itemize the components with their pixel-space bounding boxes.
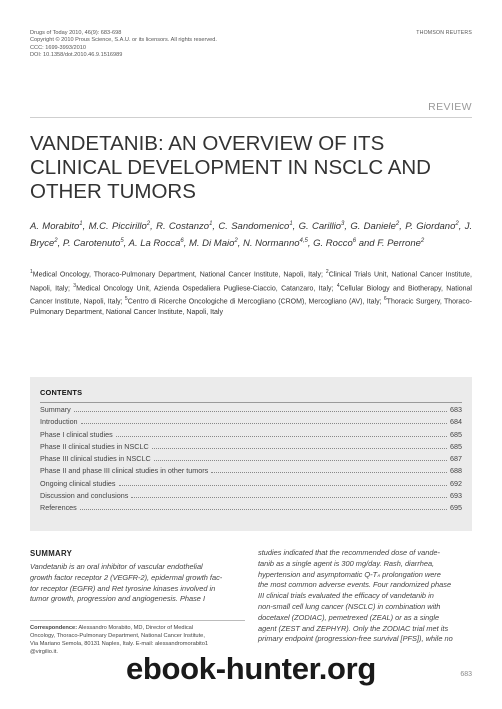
- watermark: ebook-hunter.org: [125, 651, 377, 686]
- affiliation-text: Thoracic Surgery, Thoraco-Pulmonary Department, National Cancer Institute, Napoli, Italy: [30, 298, 472, 316]
- leader-dots: [211, 472, 447, 473]
- leader-dots: [74, 411, 447, 412]
- contents-item[interactable]: [40, 417, 462, 429]
- author-affiliation-number: 6: [180, 238, 184, 245]
- title-line: VANDETANIB: AN OVERVIEW OF ITS: [30, 132, 385, 155]
- contents-heading: CONTENTS: [40, 388, 83, 397]
- summary-line: tanib as a single agent is 300 mg/day. Rash, diarrhea,: [258, 558, 435, 568]
- summary-line: tor receptor (EGFR) and Ret tyrosine kinases involved in: [30, 583, 216, 593]
- leader-dots: [116, 436, 447, 437]
- leader-dots: [80, 509, 447, 510]
- title-line: CLINICAL DEVELOPMENT IN NSCLC AND: [30, 156, 431, 179]
- author-name: C. Sandomenico: [218, 221, 290, 233]
- summary-line: docetaxel (ZODIAC), pemetrexed (ZEAL) or as a single: [258, 612, 440, 622]
- summary-line: growth factor receptor 2 (VEGFR-2), epidermal growth fac-: [30, 572, 223, 582]
- leader-dots: [152, 448, 447, 449]
- author-name: F. Perrone: [377, 238, 421, 250]
- summary-line: III clinical trials evaluated the efficacy of vandetanib in: [258, 591, 434, 601]
- contents-divider: [40, 402, 462, 403]
- contents-item[interactable]: [40, 430, 462, 442]
- affiliation-number: 3: [73, 282, 77, 289]
- doi-line: DOI: 10.1358/dot.2010.46.9.1516989: [30, 52, 123, 59]
- author-list: A. Morabito$^1$, M.C. Piccirillo$^2$, R. Costanzo$^1$, C. Sandomenico$^1$, G. Carillio$^3$, G. Daniele$^2$, P. Giordano$^2$, J. Bryce$^2$, P. Carotenuto$^5$, A. La Rocca$^6$, M. Di Maio$^2$, N. Normanno$^{4,5}$, G. Rocco$^6$ and F. Perrone$^2$: [30, 221, 473, 250]
- summary-continued: [258, 548, 472, 645]
- author-name: G. Daniele: [350, 221, 396, 233]
- contents-item-page: 684: [450, 417, 462, 427]
- contents-item-label: Ongoing clinical studies: [40, 478, 116, 488]
- leader-dots: [154, 460, 447, 461]
- contents-item[interactable]: [40, 442, 462, 454]
- contents-item-page: 685: [450, 429, 462, 439]
- leader-dots: [119, 485, 447, 486]
- affiliation-text: Medical Oncology, Thoraco-Pulmonary Department, National Cancer Institute, Napoli, Italy;: [32, 271, 326, 279]
- author-name: G. Carillio: [298, 221, 342, 233]
- contents-item[interactable]: [40, 405, 462, 417]
- correspondence-line: @virgilio.it.: [30, 649, 58, 655]
- author-name: J. Bryce: [30, 221, 473, 250]
- affiliation-number: 4: [336, 282, 340, 289]
- affiliation-text: Centro di Ricerche Oncologiche di Mercogliano (CROM), Mercogliano (AV), Italy;: [127, 298, 384, 306]
- affiliations: [30, 267, 472, 318]
- contents-item-page: 685: [450, 441, 462, 451]
- contents-item[interactable]: [40, 491, 462, 503]
- ccc-line: CCC: 1699-3993/2010: [30, 44, 86, 51]
- author-affiliation-number: 2: [420, 238, 425, 245]
- contents-item-label: References: [40, 503, 77, 513]
- affiliation-number: 1: [30, 269, 33, 275]
- copyright-line: Copyright © 2010 Prous Science, S.A.U. or its licensors. All rights reserved.: [30, 37, 217, 44]
- summary-line: primary endpoint (progression-free survival [PFS]), while no: [258, 634, 453, 644]
- title-line: OTHER TUMORS: [30, 180, 196, 203]
- contents-item-page: 693: [450, 491, 462, 501]
- author-name: P. Giordano: [405, 221, 456, 233]
- contents-item-page: 692: [450, 478, 462, 488]
- affiliation-number: 5: [124, 296, 128, 303]
- author-affiliation-number: 1: [289, 221, 293, 227]
- author-name: A. Morabito: [30, 221, 80, 233]
- summary-line: agent (ZEST and ZEPHYR). Only the ZODIAC trial met its: [258, 623, 449, 633]
- summary-text: [30, 562, 245, 605]
- correspondence-label: Correspondence:: [30, 625, 78, 631]
- publisher-name: THOMSON REUTERS: [416, 30, 472, 36]
- author-name: A. La Rocca: [128, 238, 181, 250]
- author-affiliation-number: 2: [395, 221, 400, 227]
- author-affiliation-number: 1: [209, 221, 213, 227]
- contents-item-label: Summary: [40, 405, 71, 414]
- contents-item-page: 687: [450, 454, 462, 464]
- contents-item-label: Phase III clinical studies in NSCLC: [40, 454, 151, 464]
- affiliation-number: 2: [325, 269, 329, 275]
- summary-line: non-small cell lung cancer (NSCLC) in combination with: [258, 601, 441, 611]
- correspondence-line: Alessandro Morabito, MD, Director of Medical: [77, 625, 194, 631]
- contents-item[interactable]: [40, 466, 462, 478]
- contents-item-label: Phase II and phase III clinical studies in other tumors: [40, 466, 209, 476]
- author-affiliation-number: 2: [146, 221, 151, 227]
- affiliation-text: Cellular Biology and Biotherapy, National Cancer Institute, Napoli, Italy;: [30, 284, 472, 306]
- contents-item-label: Phase I clinical studies: [40, 429, 113, 439]
- summary-line: tumor growth, progression and angiogenesis. Phase I: [30, 594, 206, 604]
- journal-header: [30, 30, 217, 60]
- affiliation-text: Clinical Trials Unit, National Cancer Institute, Napoli, Italy;: [30, 271, 472, 292]
- author-name: G. Rocco: [313, 238, 353, 250]
- author-affiliation-number: 1: [79, 221, 83, 227]
- contents-item[interactable]: [40, 454, 462, 466]
- journal-citation: Drugs of Today 2010, 46(9): 683-698: [30, 30, 122, 36]
- summary-line: the most common adverse events. Four randomized phase: [258, 580, 452, 590]
- author-name: M.C. Piccirillo: [88, 221, 147, 233]
- contents-item-page: 688: [450, 466, 462, 476]
- author-affiliation-number: 2: [234, 238, 238, 245]
- author-name: N. Normanno: [243, 238, 300, 250]
- page-number: 683: [460, 671, 472, 678]
- author-name: P. Carotenuto: [62, 238, 121, 250]
- author-affiliation-number: 5: [120, 238, 124, 245]
- summary-line: Vandetanib is an oral inhibitor of vascular endothelial: [30, 562, 203, 571]
- contents-item-label: Phase II clinical studies in NSCLC: [40, 441, 149, 451]
- author-affiliation-number: 3: [341, 221, 345, 227]
- summary-line: hypertension and asymptomatic Q-Tₙ prolongation were: [258, 569, 441, 579]
- author-name: M. Di Maio: [188, 238, 235, 250]
- correspondence-divider: [30, 620, 245, 621]
- author-name: R. Costanzo: [156, 221, 210, 233]
- contents-item[interactable]: [40, 479, 462, 491]
- contents-item-label: Introduction: [40, 417, 78, 427]
- author-affiliation-number: 2: [54, 238, 58, 245]
- author-affiliation-number: 2: [455, 221, 459, 227]
- contents-item-label: Discussion and conclusions: [40, 491, 129, 501]
- contents-item[interactable]: [40, 503, 462, 515]
- contents-item-page: 695: [450, 503, 462, 513]
- leader-dots: [131, 497, 447, 498]
- author-affiliation-number: 6: [352, 238, 357, 245]
- summary-heading: SUMMARY: [30, 549, 73, 558]
- correspondence-line: Oncology, Thoraco-Pulmonary Department, National Cancer Institute,: [30, 633, 205, 639]
- article-title: [30, 132, 470, 204]
- correspondence-line: Via Mariano Semola, 80131 Naples, Italy. E-mail: alessandromorabito1: [30, 641, 209, 647]
- author-affiliation-number: 4,5: [299, 238, 308, 245]
- contents-item-page: 683: [450, 405, 462, 414]
- contents-list: [40, 405, 462, 516]
- contents-box: [30, 377, 472, 531]
- affiliation-number: 6: [383, 296, 387, 303]
- affiliation-text: Medical Oncology Unit, Azienda Ospedaliera Pugliese-Ciaccio, Catanzaro, Italy;: [76, 284, 337, 292]
- section-divider: [30, 117, 472, 118]
- leader-dots: [81, 423, 447, 424]
- section-label: REVIEW: [428, 101, 472, 113]
- summary-line: studies indicated that the recommended dose of vande-: [258, 548, 441, 557]
